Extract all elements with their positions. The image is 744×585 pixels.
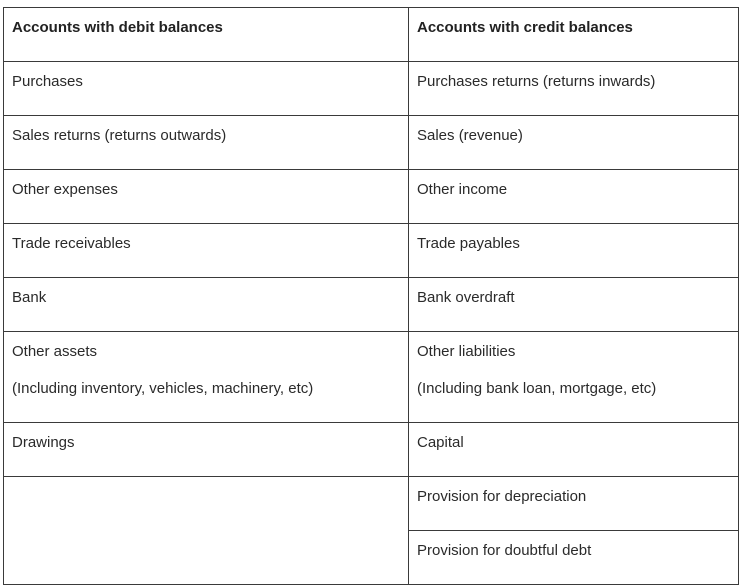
credit-cell: Other income xyxy=(409,170,739,224)
debit-cell: Drawings xyxy=(4,423,409,477)
credit-cell: Sales (revenue) xyxy=(409,116,739,170)
debit-cell xyxy=(4,332,409,423)
table-row xyxy=(4,423,739,477)
table-header-row xyxy=(4,8,739,62)
table-row xyxy=(4,170,739,224)
debit-cell-label: Other assets xyxy=(12,343,98,360)
debit-cell: Purchases xyxy=(4,62,409,116)
table-row xyxy=(4,224,739,278)
credit-cell xyxy=(409,332,739,423)
credit-cell-note: (Including bank loan, mortgage, etc) xyxy=(417,380,657,397)
table-row xyxy=(4,278,739,332)
credit-column-header: Accounts with credit balances xyxy=(409,8,739,62)
credit-cell: Provision for doubtful debt xyxy=(409,531,739,585)
credit-cell: Trade payables xyxy=(409,224,739,278)
debit-cell: Bank xyxy=(4,278,409,332)
credit-cell: Provision for depreciation xyxy=(409,477,739,531)
table-row xyxy=(4,116,739,170)
credit-cell: Bank overdraft xyxy=(409,278,739,332)
debit-cell: Trade receivables xyxy=(4,224,409,278)
debit-cell: Sales returns (returns outwards) xyxy=(4,116,409,170)
debit-cell-note: (Including inventory, vehicles, machinery, etc) xyxy=(12,380,314,397)
debit-credit-balances-table xyxy=(3,7,739,585)
credit-cell: Capital xyxy=(409,423,739,477)
debit-column-header: Accounts with debit balances xyxy=(4,8,409,62)
table-row xyxy=(4,62,739,116)
empty-debit-cell xyxy=(4,477,409,585)
credit-cell-label: Other liabilities xyxy=(417,343,516,360)
table-row xyxy=(4,332,739,423)
debit-cell: Other expenses xyxy=(4,170,409,224)
credit-cell: Purchases returns (returns inwards) xyxy=(409,62,739,116)
table-row xyxy=(4,477,739,531)
